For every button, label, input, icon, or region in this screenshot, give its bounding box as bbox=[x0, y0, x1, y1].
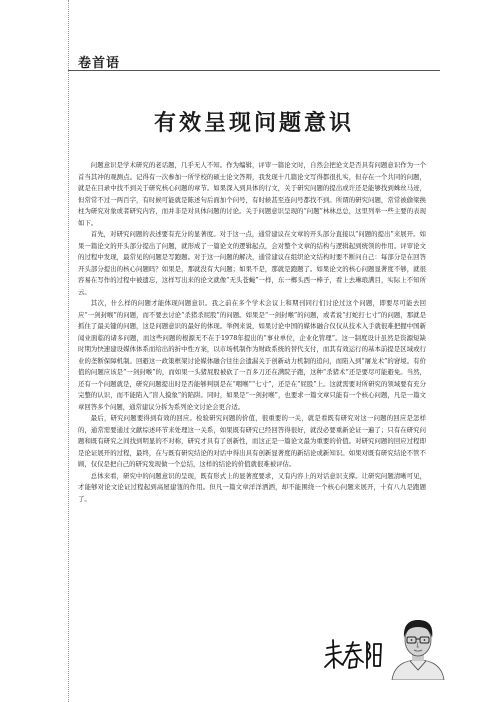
author-signature bbox=[323, 634, 385, 674]
author-portrait bbox=[388, 608, 448, 680]
header-rule bbox=[68, 70, 440, 71]
article-body bbox=[78, 160, 426, 505]
article-title: 有效呈现问题意识 bbox=[153, 111, 354, 136]
paragraph: 总体来看，研究中的问题意识的呈现，既有形式上的显著度要求，又有内容上的对话意识支撑。让研究问题清晰可见，才能够对论文论证过程起到高屋建瓴的作用。但凡一篇文章洋洋洒洒，却不能围绕一个核心问题来展开，十有八九是跑题了。 bbox=[78, 471, 426, 503]
paragraph: 最后，研究问题要得到有效的回应。检验研究问题的价值，很重要的一关，就是看既有研究对这一问题的回应是怎样的，通常需要通过文献综述环节来处理这一关系，如果既有研究已经回答得很好，就没必要重新论证一遍了；只有在研究问题和既有研究之间找到明显的不对称，研究才具有了创新性，而这正是一篇论文最为重要的价值。对研究问题的回应过程即是论证展开的过程，最终，在与既有研究结论的对话中得出具有创新显著度的新结论或新知识。如果对既有研究结论不管不顾，仅仅是把自己的研究发现做一个总结，这样的结论的价值就很难被评估。 bbox=[78, 414, 426, 468]
paragraph: 其次，什么样的问题才能体现问题意识。我之前在多个学术会议上和期刊同行们讨论过这个问题，即要尽可能去回应“一剑封喉”的问题，而不要去讨论“杀猪杀屁股”的问题。如果是“一剑封喉”的问题，或者说“打蛇打七寸”的问题，那就是抓住了最关键的问题，这是问题意识的最好的体现。举例来说，如果讨论中国的媒体融合仅仅从技术入手就很难把握中国新闻业面临的诸多问题，而这些问题的根源无不在于1978年提出的“事业单位，企业化管理”。这一制度设计虽然是资源短缺时期为快速建设媒体体系而给出的折中性方案，以市场机制作为财政系统的替代支付，而其有效运行的基本前提是区域或行业的垄断保障机制。回避这一政策框架讨论媒体融合往往会遗漏关于创新动力机制的追问，而陷入到“屠龙术”的窘境。有价值的问题应该是“一剑封喉”的，而如果一头猪屁股被砍了一百多刀还在满院子跑，这种“杀猪术”还是要尽可能避免。当然，还有一个问题就是，研究问题提出时是否能够判别是在“咽喉”“七寸”，还是在“屁股”上。这就需要对所研究的领域要有充分完整的认识，而不能陷入“盲人摸象”的陷阱。同时，如果是“一剑封喉”，也要求一篇文章只能有一个核心问题，凡是一篇文章回答多个问题，通常建议分拆为系列论文讨论会更合适。 bbox=[78, 299, 426, 411]
section-label: 卷首语 bbox=[78, 56, 121, 71]
paragraph: 问题意识是学术研究的老话题，几乎无人不知。作为编辑，评审一篇论文时，自然会把论文是否具有问题意识作为一个首当其冲的观测点。记得有一次参加一所学校的硕士论文答辩，我发现十几篇论文写得都很扎实，但存在一个共同的问题，就是在目录中找不到关于研究核心问题的章节。如果深入到具体的行文，关于研究问题的提出或许还是能够找到蛛丝马迹，但常常不过一两百字，有时候可能就是陈述句后面加个问号，有时候甚至连问号都找不到。所谓的研究问题，常常被偷梁换柱为研究对象或者研究内容，而并非是对具体问题的讨论。关于问题意识呈现的“问题”林林总总，这里列举一些主要的表现如下。 bbox=[78, 161, 426, 227]
paragraph: 首先，对研究问题的表述要有充分的显著度。对于这一点，通常建议在文章的开头部分直接以“问题的提出”来展开。如果一篇论文的开头部分提出了问题，就形成了一篇论文的逻辑起点，会对整个文章的结构与逻辑起到统领的作用。评审论文的过程中发现，最常见的问题是写跑题。对于这一问题的解决，通常建议在组织论文结构时要不断问自己：每部分是在回答开头部分提出的核心问题吗？如果是，那就没有大问题；如果不是，那就是跑题了。如果论文的核心问题显著度不够，就很容易在写作的过程中被遗忘，这样写出来的论文就像“无头苍蝇”一样，东一榔头西一棒子，看上去琳琅满目，实际上不知所云。 bbox=[78, 230, 426, 296]
